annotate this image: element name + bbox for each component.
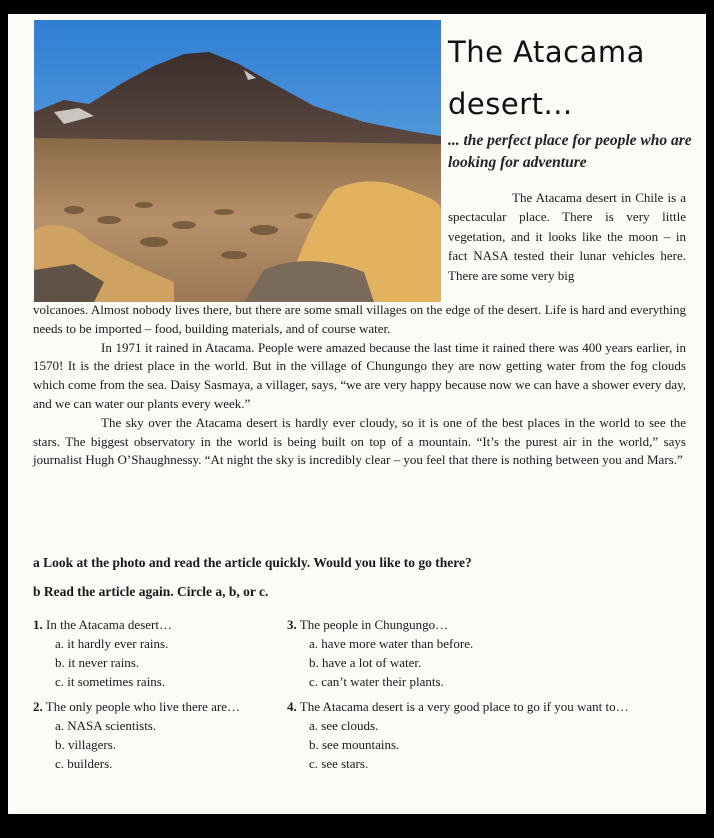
paragraph-1-start: The Atacama desert in Chile is a spectacular place. There is very little vegetation, and it looks like the moon – in fact NASA tested their lunar vehicles here. There are some very big [448,190,686,283]
task-a: a Look at the photo and read the article quickly. Would you like to go there? [33,555,472,570]
option-a[interactable]: a. have more water than before. [309,636,474,651]
paragraph-3: The sky over the Atacama desert is hardly ever cloudy, so it is one of the best places in the world to see the stars. The biggest observatory in the world is being built on top of a mountain. “It’s the purest air in the world,” says journalist Hugh O’Shaughnessy. “At night the sky is incredibly clear – you feel that there is nothing between you and Mars.” [33,414,686,468]
option-a[interactable]: a. NASA scientists. [55,718,157,733]
title-line-1: The Atacama [448,35,645,69]
option-c[interactable]: c. builders. [55,756,113,771]
option-b[interactable]: b. have a lot of water. [309,655,422,670]
task-b: b Read the article again. Circle a, b, or c. [33,584,269,599]
question-2 [33,697,273,773]
title-line-2: desert... [448,87,573,121]
option-c[interactable]: c. see stars. [309,756,369,771]
paragraph-1-continued: volcanoes. Almost nobody lives there, but there are some small villages on the edge of the desert. Life is hard and everything needs to be imported – food, building materials, and of course water. [33,302,686,336]
option-a[interactable]: a. it hardly ever rains. [55,636,169,651]
article-title [448,26,706,130]
question-stem: In the Atacama desert… [46,617,172,632]
question-3 [287,615,687,691]
option-c[interactable]: c. can’t water their plants. [309,674,444,689]
question-stem: The Atacama desert is a very good place to go if you want to… [299,699,629,714]
question-stem: The only people who live there are… [45,699,240,714]
question-number: 1. [33,617,43,632]
paragraph-2: In 1971 it rained in Atacama. People were amazed because the last time it rained there was 400 years earlier, in 1570! It is the driest place in the world. But in the village of Chungungo they are now getting water from the fog clouds which come from the sea. Daisy Sasmaya, a villager, says, “we are very happy because now we can have a shower every day, and we can water our plants every week.” [33,339,686,411]
option-a[interactable]: a. see clouds. [309,718,379,733]
article-subtitle: ... the perfect place for people who are looking for adventure [448,132,692,171]
atacama-desert-photo [34,20,441,302]
question-number: 4. [287,699,297,714]
question-stem: The people in Chungungo… [299,617,449,632]
worksheet-page [8,14,706,814]
option-b[interactable]: b. see mountains. [309,737,400,752]
option-b[interactable]: b. villagers. [55,737,117,752]
option-b[interactable]: b. it never rains. [55,655,140,670]
question-number: 2. [33,699,43,714]
article-body [33,301,686,470]
question-4 [287,697,687,773]
question-number: 3. [287,617,297,632]
question-1 [33,615,273,691]
option-c[interactable]: c. it sometimes rains. [55,674,166,689]
article-column-text [448,188,686,285]
